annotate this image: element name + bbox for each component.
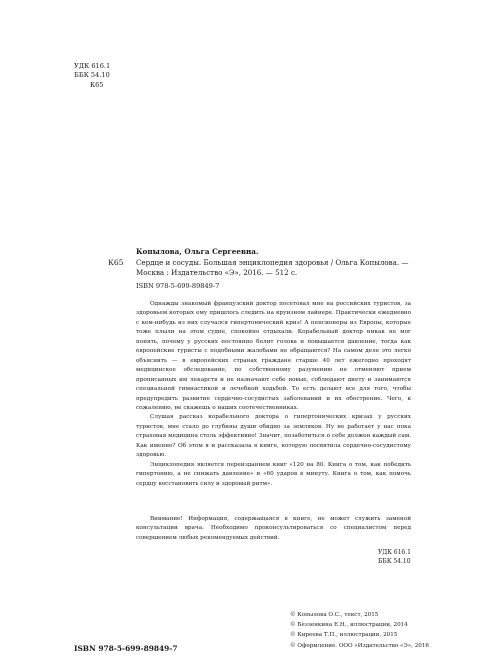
bbk-code: ББК 54.10 [378, 558, 411, 566]
isbn-middle: ISBN 978-5-699-89849-7 [136, 282, 220, 290]
abstract [136, 300, 411, 489]
copyright-line: © Беззенкина Е.Н., иллюстрации, 2014 [290, 622, 408, 629]
warning-text: Внимание! Информация, содержащаяся в книге, не может служить заменой консультации врача. Необходимо проконсультироваться со специалистом перед совершением любых рекомендуемых действий. [136, 516, 411, 541]
title-line: Москва : Издательство «Э», 2016. — 512 с. [136, 268, 298, 278]
author-mark: К65 [90, 80, 104, 89]
bibliographic-title [136, 258, 416, 279]
abstract-paragraph: Слушая рассказ корабельного доктора о гипертонических кризах у русских туристов, мне стало до глубины души обидно за земляков. Ну не работает у нас пока страховая медицина столь эффективно! Значит, позаботиться о себе должен каждый сам. Как именно? Об этом я и рассказала в книге, которую посвятила сердечно-сосудистому здоровью. [136, 414, 411, 459]
bbk-code: ББК 54.10 [74, 71, 110, 80]
warning-notice [136, 515, 411, 543]
copyright-line: © Киреева Т.П., иллюстрации, 2015 [290, 632, 398, 639]
udk-code: УДК 616.1 [378, 549, 411, 556]
abstract-paragraph: Энциклопедия является переизданием книг «120 на 80. Книга о том, как победить гипертонию, а не снижать давление» и «60 ударов в минуту. Книга о том, как помочь сердцу восстановить силу и здоровый ритм». [136, 461, 411, 487]
copyright-line: © Копылова О.С., текст, 2015 [290, 612, 379, 618]
copyright-block [290, 610, 429, 651]
author-name: Копылова, Ольга Сергеевна. [136, 247, 259, 256]
udk-code: УДК 616.1 [74, 62, 111, 70]
udk-block-bottom [378, 548, 411, 567]
abstract-paragraph: Однажды знакомый французский доктор посетовал мне на российских туристов, за здоровьем которых ему пришлось следить на круизном лайнере. Практически ежедневно с кем-нибудь из них случался гипертонический криз! А пенсионеры из Европы, которые тоже плыли на этом судне, спокойно отдыхали. Корабельный доктор никак не мог понять, почему у русских постоянно болит голова и повышается давление, тогда как европейские туристы с подобными жалобами не обращаются? На самом деле это легко объяснить — в европейских странах граждане старше 40 лет ежегодно проходят медицинское обследование, по собственному разумению не отменяют прием прописанных им лекарств и не назначают себе новые, соблюдают диету и занимаются специальной гимнастикой и лечебной ходьбой. То есть делают все для того, чтобы предупредить развитие сердечно-сосудистых заболеваний и их обострение. Чего, к сожалению, не скажешь о наших соотечественниках. [136, 301, 411, 411]
udk-block-top [74, 62, 110, 90]
copyright-line: © Оформление. ООО «Издательство «Э», 2016 [290, 642, 429, 649]
author-mark-side: К65 [108, 258, 124, 267]
isbn-bottom: ISBN 978-5-699-89849-7 [74, 644, 178, 653]
title-line: Сердце и сосуды. Большая энциклопедия здоровья / Ольга Копылова. — [136, 258, 409, 267]
